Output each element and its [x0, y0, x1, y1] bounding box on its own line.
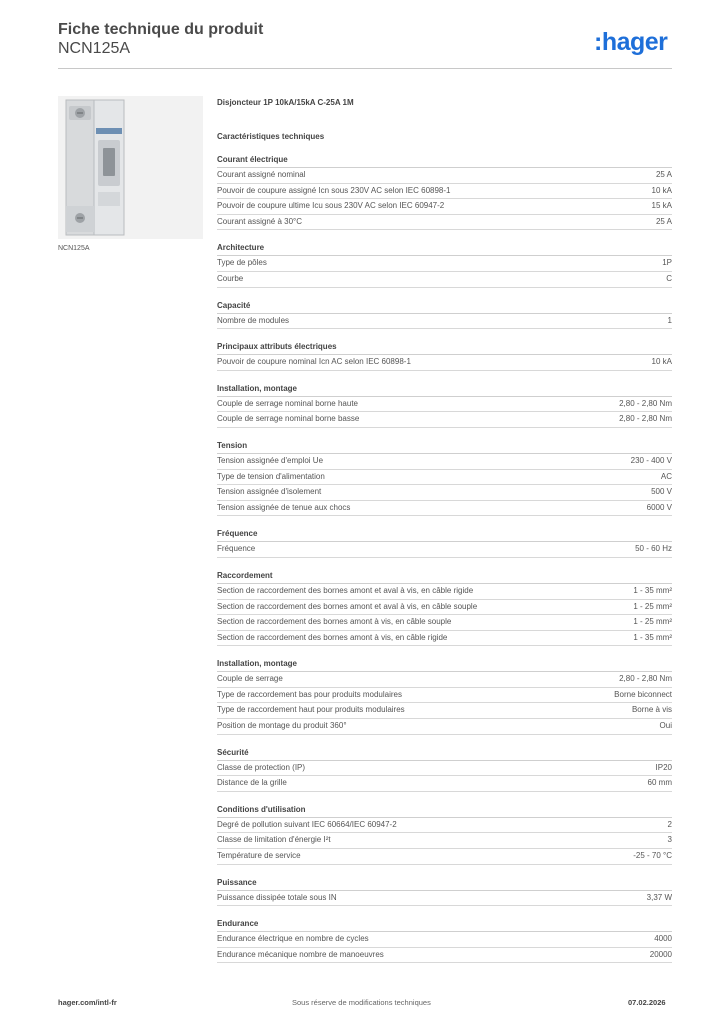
spec-row: [217, 314, 672, 330]
spec-row: [217, 615, 672, 631]
spec-value: 1 - 25 mm²: [633, 601, 672, 611]
spec-value: 1P: [662, 258, 672, 268]
spec-value: 4000: [654, 934, 672, 944]
spec-value: Borne à vis: [631, 705, 672, 715]
section-title: Raccordement: [217, 569, 672, 584]
spec-row: [217, 412, 672, 428]
section-title: Sécurité: [217, 746, 672, 761]
spec-value: 2: [667, 819, 672, 829]
spec-value: -25 - 70 °C: [633, 851, 672, 861]
section-title: Architecture: [217, 241, 672, 256]
spec-section: [217, 917, 672, 963]
spec-label: Température de service: [217, 851, 301, 861]
footer-date: 07.02.2026: [628, 998, 666, 1007]
product-reference: NCN125A: [58, 40, 131, 57]
spec-section: [217, 299, 672, 330]
spec-label: Degré de pollution suivant IEC 60664/IEC 60947-2: [217, 819, 397, 829]
spec-section: [217, 876, 672, 907]
spec-value: Oui: [659, 721, 672, 731]
spec-label: Endurance électrique en nombre de cycles: [217, 934, 369, 944]
spec-section: [217, 657, 672, 734]
spec-row: [217, 184, 672, 200]
spec-row: [217, 761, 672, 777]
spec-label: Classe de limitation d'énergie I²t: [217, 835, 331, 845]
spec-label: Couple de serrage nominal borne haute: [217, 398, 358, 408]
section-title: Puissance: [217, 876, 672, 891]
spec-label: Section de raccordement des bornes amont à vis, en câble rigide: [217, 632, 448, 642]
spec-row: [217, 833, 672, 849]
spec-row: [217, 215, 672, 231]
spec-row: [217, 584, 672, 600]
spec-label: Endurance mécanique nombre de manoeuvres: [217, 949, 384, 959]
spec-heading: Caractéristiques techniques: [217, 132, 325, 141]
spec-label: Section de raccordement des bornes amont à vis, en câble souple: [217, 617, 452, 627]
section-title: Tension: [217, 439, 672, 454]
spec-label: Pouvoir de coupure ultime Icu sous 230V AC selon IEC 60947-2: [217, 201, 445, 211]
spec-value: 15 kA: [651, 201, 672, 211]
spec-row: [217, 932, 672, 948]
spec-value: 500 V: [651, 487, 672, 497]
product-name: Disjoncteur 1P 10kA/15kA C-25A 1M: [217, 98, 354, 107]
spec-section: [217, 340, 672, 371]
spec-row: [217, 501, 672, 517]
spec-section: [217, 746, 672, 792]
spec-row: [217, 485, 672, 501]
spec-value: 1 - 35 mm²: [633, 585, 672, 595]
spec-label: Classe de protection (IP): [217, 762, 306, 772]
spec-row: [217, 168, 672, 184]
hager-logo: :hager: [594, 28, 668, 56]
spec-row: [217, 397, 672, 413]
spec-row: [217, 776, 672, 792]
spec-sections: [217, 153, 672, 963]
section-title: Capacité: [217, 299, 672, 314]
spec-label: Courant assigné à 30°C: [217, 216, 303, 226]
spec-label: Tension assignée de tenue aux chocs: [217, 502, 351, 512]
spec-value: 6000 V: [646, 502, 672, 512]
spec-value: 2,80 - 2,80 Nm: [619, 398, 672, 408]
spec-value: 230 - 400 V: [630, 455, 672, 465]
spec-row: [217, 849, 672, 865]
spec-value: 3: [667, 835, 672, 845]
header-divider: [58, 68, 672, 69]
spec-section: [217, 382, 672, 428]
spec-label: Type de pôles: [217, 258, 267, 268]
spec-value: IP20: [655, 762, 672, 772]
spec-value: Borne biconnect: [614, 689, 672, 699]
footer-website: hager.com/intl-fr: [58, 998, 117, 1007]
spec-section: [217, 569, 672, 646]
spec-row: [217, 542, 672, 558]
spec-section: [217, 439, 672, 516]
spec-value: 1 - 25 mm²: [633, 617, 672, 627]
spec-label: Courbe: [217, 273, 244, 283]
spec-label: Section de raccordement des bornes amont et aval à vis, en câble souple: [217, 601, 478, 611]
spec-section: [217, 241, 672, 287]
spec-value: 25 A: [655, 170, 672, 179]
spec-label: Distance de la grille: [217, 778, 287, 788]
spec-section: [217, 527, 672, 558]
spec-row: [217, 272, 672, 288]
spec-value: 1 - 35 mm²: [633, 632, 672, 642]
footer-disclaimer: Sous réserve de modifications techniques: [292, 998, 431, 1007]
spec-label: Couple de serrage: [217, 674, 283, 684]
spec-row: [217, 199, 672, 215]
spec-label: Nombre de modules: [217, 315, 290, 325]
section-title: Courant électrique: [217, 153, 672, 168]
spec-label: Courant assigné nominal: [217, 170, 306, 179]
section-title: Conditions d'utilisation: [217, 803, 672, 818]
section-title: Installation, montage: [217, 382, 672, 397]
spec-value: 2,80 - 2,80 Nm: [619, 674, 672, 684]
spec-label: Section de raccordement des bornes amont et aval à vis, en câble rigide: [217, 585, 474, 595]
spec-value: 1: [667, 315, 672, 325]
spec-row: [217, 256, 672, 272]
spec-label: Type de raccordement haut pour produits modulaires: [217, 705, 405, 715]
product-image: [58, 96, 203, 239]
spec-value: 3,37 W: [646, 892, 672, 902]
spec-value: 25 A: [655, 216, 672, 226]
spec-row: [217, 719, 672, 735]
spec-label: Pouvoir de coupure nominal Icn AC selon IEC 60898-1: [217, 357, 411, 367]
spec-label: Pouvoir de coupure assigné Icn sous 230V AC selon IEC 60898-1: [217, 185, 451, 195]
spec-section: [217, 803, 672, 865]
spec-section: [217, 153, 672, 230]
spec-label: Tension assignée d'isolement: [217, 487, 322, 497]
spec-label: Type de tension d'alimentation: [217, 471, 325, 481]
spec-label: Fréquence: [217, 544, 256, 554]
spec-row: [217, 470, 672, 486]
spec-row: [217, 600, 672, 616]
spec-row: [217, 672, 672, 688]
spec-label: Type de raccordement bas pour produits modulaires: [217, 689, 402, 699]
spec-value: 10 kA: [651, 357, 672, 367]
section-title: Fréquence: [217, 527, 672, 542]
spec-value: 60 mm: [647, 778, 672, 788]
circuit-breaker-icon: [58, 96, 203, 239]
spec-label: Puissance dissipée totale sous IN: [217, 892, 337, 902]
spec-value: AC: [660, 471, 672, 481]
spec-row: [217, 631, 672, 647]
spec-row: [217, 454, 672, 470]
spec-value: 2,80 - 2,80 Nm: [619, 414, 672, 424]
section-title: Principaux attributs électriques: [217, 340, 672, 355]
spec-label: Tension assignée d'emploi Ue: [217, 455, 324, 465]
spec-label: Position de montage du produit 360°: [217, 721, 347, 731]
spec-row: [217, 948, 672, 964]
spec-row: [217, 891, 672, 907]
spec-value: 50 - 60 Hz: [635, 544, 672, 554]
spec-label: Couple de serrage nominal borne basse: [217, 414, 360, 424]
document-title: Fiche technique du produit: [58, 21, 264, 38]
spec-row: [217, 355, 672, 371]
spec-row: [217, 818, 672, 834]
spec-row: [217, 703, 672, 719]
section-title: Endurance: [217, 917, 672, 932]
section-title: Installation, montage: [217, 657, 672, 672]
image-caption: NCN125A: [58, 245, 90, 252]
spec-content: [217, 97, 672, 963]
spec-value: 20000: [649, 949, 672, 959]
spec-row: [217, 688, 672, 704]
spec-value: 10 kA: [651, 185, 672, 195]
spec-value: C: [666, 273, 672, 283]
